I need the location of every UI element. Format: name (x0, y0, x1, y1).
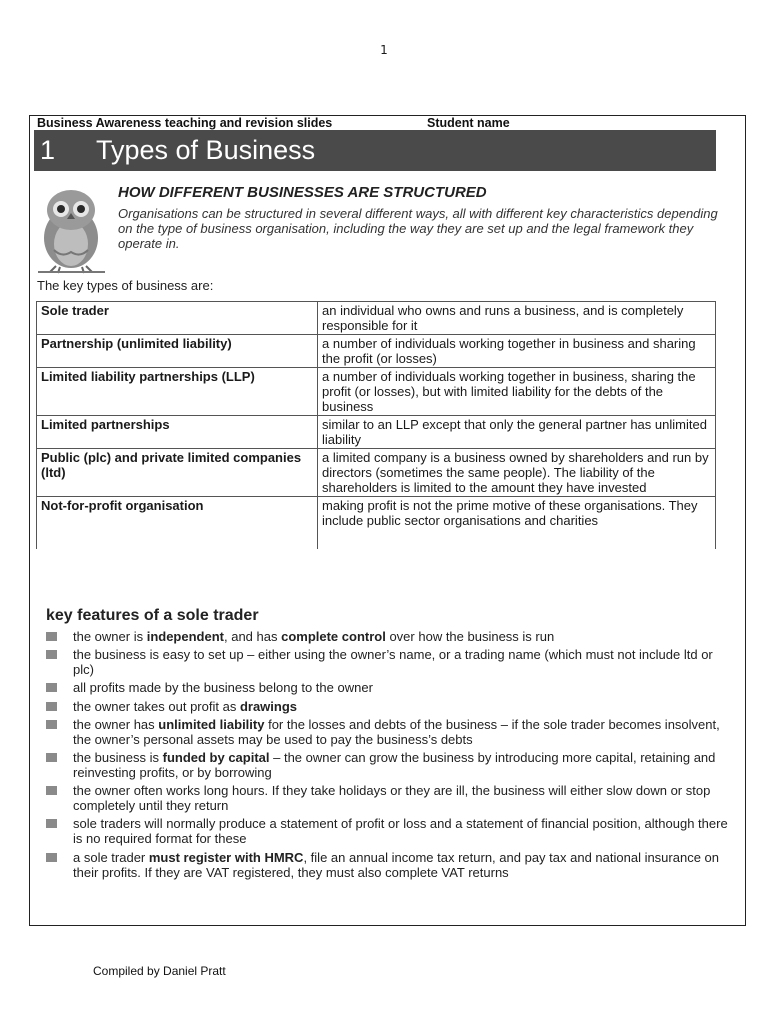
title-number: 1 (40, 135, 56, 165)
business-type-definition: a number of individuals working together in business, sharing the profit (or losses), but with limited liability for the debts of the business (318, 368, 716, 416)
business-type-term: Partnership (unlimited liability) (37, 335, 318, 368)
feature-text: the owner often works long hours. If they take holidays or they are ill, the business will either slow down or stop completely until they return (73, 783, 711, 814)
square-bullet-icon (46, 683, 57, 692)
square-bullet-icon (46, 853, 57, 862)
table-row (37, 335, 716, 368)
slide-frame (29, 115, 746, 926)
list-item (46, 647, 736, 677)
title-bar (34, 130, 716, 171)
key-types-label: The key types of business are: (37, 278, 214, 293)
features-list (46, 629, 736, 883)
square-bullet-icon (46, 650, 57, 659)
feature-text: a sole trader (73, 849, 149, 865)
slide-header (37, 116, 510, 130)
business-type-term: Sole trader (37, 302, 318, 335)
business-type-definition: a limited company is a business owned by shareholders and run by directors (sometimes the same people). The liability of the shareholders is limited to the amount they have invested (318, 449, 716, 497)
emphasis-text: must register with HMRC (148, 849, 304, 865)
feature-text: the owner takes out profit as (73, 698, 240, 714)
square-bullet-icon (46, 632, 57, 641)
feature-text: the business is easy to set up – either using the owner’s name, or a trading name (which must not include ltd or plc) (73, 647, 713, 678)
list-item (46, 816, 736, 846)
square-bullet-icon (46, 702, 57, 711)
feature-text: over how the business is run (385, 629, 555, 644)
business-type-definition: similar to an LLP except that only the general partner has unlimited liability (318, 416, 716, 449)
features-heading: key features of a sole trader (46, 607, 259, 624)
table-row (37, 416, 716, 449)
list-item (46, 750, 736, 780)
feature-text: for the losses and debts of the business – if the sole trader becomes insolvent, the owner’s personal assets may be used to pay the business’s debts (73, 716, 720, 747)
table-row (37, 449, 716, 497)
emphasis-text: funded by capital (162, 749, 270, 765)
list-item (46, 629, 736, 644)
business-type-definition: an individual who owns and runs a business, and is completely responsible for it (318, 302, 716, 335)
table-row (37, 497, 716, 549)
square-bullet-icon (46, 753, 57, 762)
list-item (46, 680, 736, 695)
business-type-term: Limited liability partnerships (LLP) (37, 368, 318, 416)
business-type-term: Not-for-profit organisation (37, 497, 318, 549)
table-row (37, 368, 716, 416)
business-type-definition: a number of individuals working together in business and sharing the profit (or losses) (318, 335, 716, 368)
feature-text: – the owner can grow the business by introducing more capital, retaining and reinvesting profits, or by borrowing (73, 749, 716, 780)
list-item (46, 717, 736, 747)
list-item (46, 783, 736, 813)
emphasis-text: independent (146, 629, 224, 644)
feature-text: the business is (73, 749, 163, 765)
feature-text: sole traders will normally produce a statement of profit or loss and a statement of financial position, although there is no required format for these (73, 816, 728, 847)
square-bullet-icon (46, 819, 57, 828)
feature-text: all profits made by the business belong to the owner (73, 680, 373, 696)
page-title: Types of Business (96, 135, 316, 165)
emphasis-text: complete control (281, 629, 386, 644)
feature-text: the owner has (73, 716, 159, 732)
intro-paragraph: Organisations can be structured in several different ways, all with different key characteristics depending on the type of business organisation, including the way they are set up and the legal framework they operate in. (118, 206, 718, 251)
emphasis-text: drawings (239, 698, 298, 714)
course-title: Business Awareness teaching and revision slides (37, 116, 333, 130)
emphasis-text: unlimited liability (158, 716, 265, 732)
business-type-definition: making profit is not the prime motive of these organisations. They include public sector organisations and charities (318, 497, 716, 549)
square-bullet-icon (46, 786, 57, 795)
business-types-table (36, 301, 716, 549)
square-bullet-icon (46, 720, 57, 729)
feature-text: , and has (223, 629, 282, 644)
page-number: 1 (380, 43, 388, 57)
student-name-label: Student name (427, 116, 517, 131)
list-item (46, 850, 736, 880)
owl-illustration (34, 186, 109, 274)
footer-credit: Compiled by Daniel Pratt (93, 964, 226, 978)
business-type-term: Public (plc) and private limited companies (ltd) (37, 449, 318, 497)
section-heading: HOW DIFFERENT BUSINESSES ARE STRUCTURED (118, 184, 487, 201)
table-row (37, 302, 716, 335)
list-item (46, 699, 736, 714)
feature-text: the owner is (73, 629, 147, 644)
business-type-term: Limited partnerships (37, 416, 318, 449)
feature-text: , file an annual income tax return, and pay tax and national insurance on their profits. If they are VAT registered, they must also complete VAT returns (73, 849, 720, 880)
